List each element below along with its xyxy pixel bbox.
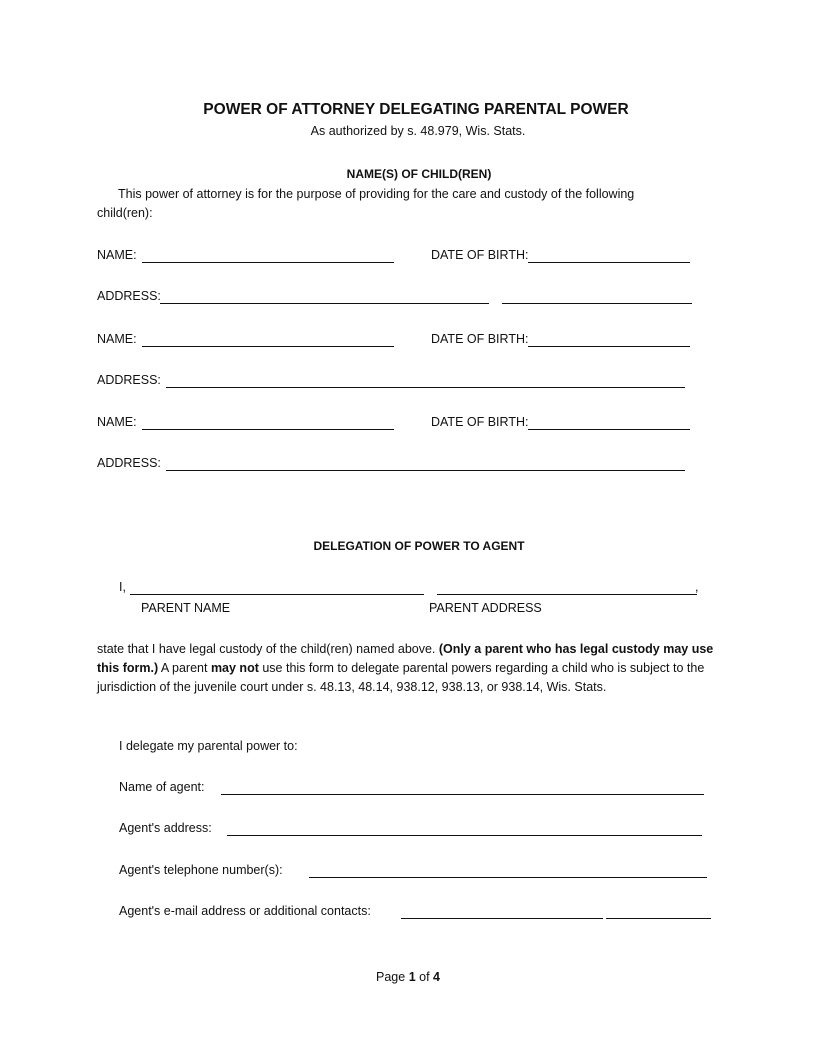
custody-text-2: A parent xyxy=(158,661,211,675)
child-1-address-field[interactable] xyxy=(160,303,489,304)
child-1-address-label: ADDRESS: xyxy=(97,289,161,303)
agent-phone-label: Agent's telephone number(s): xyxy=(119,863,283,877)
trailing-comma: , xyxy=(695,580,699,594)
child-1-name-field[interactable] xyxy=(142,262,394,263)
custody-text-3: use this form to delegate parental powers regarding a child who is subject to the jurisdiction of the juvenile court under s. 48.13, 48.14, 938.12, 938.13, or 938.14, Wis. Stats. xyxy=(97,661,705,694)
agent-address-label: Agent's address: xyxy=(119,821,212,835)
child-3-dob-field[interactable] xyxy=(528,429,690,430)
delegation-heading: DELEGATION OF POWER TO AGENT xyxy=(313,539,525,553)
custody-text-1: state that I have legal custody of the child(ren) named above. xyxy=(97,642,439,656)
children-intro-line-1: This power of attorney is for the purpose of providing for the care and custody of the following xyxy=(118,187,635,201)
child-2-name-label: NAME: xyxy=(97,332,137,346)
agent-email-field-2[interactable] xyxy=(606,918,711,919)
agent-address-field[interactable] xyxy=(227,835,702,836)
children-intro-line-2: child(ren): xyxy=(97,206,153,220)
parent-name-caption: PARENT NAME xyxy=(141,601,231,615)
parent-address-caption: PARENT ADDRESS xyxy=(429,601,542,615)
child-3-address-field[interactable] xyxy=(166,470,685,471)
page-total: 4 xyxy=(433,970,440,984)
child-1-dob-field[interactable] xyxy=(528,262,690,263)
child-2-address-field[interactable] xyxy=(166,387,685,388)
delegate-intro: I delegate my parental power to: xyxy=(119,739,298,753)
child-3-dob-label: DATE OF BIRTH: xyxy=(431,415,529,429)
child-2-address-label: ADDRESS: xyxy=(97,373,161,387)
agent-email-label: Agent's e-mail address or additional contacts: xyxy=(119,904,371,918)
agent-email-field[interactable] xyxy=(401,918,603,919)
children-heading: NAME(S) OF CHILD(REN) xyxy=(346,167,492,181)
agent-name-label: Name of agent: xyxy=(119,780,205,794)
page-mid: of xyxy=(415,970,434,984)
page-current: 1 xyxy=(408,970,416,984)
child-1-dob-label: DATE OF BIRTH: xyxy=(431,248,529,262)
custody-statement xyxy=(97,640,727,697)
i-label: I, xyxy=(119,580,126,594)
child-2-name-field[interactable] xyxy=(142,346,394,347)
page-prefix: Page xyxy=(376,970,409,984)
document-title: POWER OF ATTORNEY DELEGATING PARENTAL POWER xyxy=(203,101,629,118)
child-3-name-label: NAME: xyxy=(97,415,137,429)
child-3-address-label: ADDRESS: xyxy=(97,456,161,470)
agent-name-field[interactable] xyxy=(221,794,704,795)
child-2-dob-label: DATE OF BIRTH: xyxy=(431,332,529,346)
document-subtitle: As authorized by s. 48.979, Wis. Stats. xyxy=(310,124,526,138)
parent-name-field[interactable] xyxy=(130,594,424,595)
child-1-address-field-2[interactable] xyxy=(502,303,692,304)
child-1-name-label: NAME: xyxy=(97,248,137,262)
page-indicator xyxy=(0,970,816,984)
child-3-name-field[interactable] xyxy=(142,429,394,430)
custody-bold-2: may not xyxy=(210,661,259,675)
parent-address-field[interactable] xyxy=(437,594,697,595)
agent-phone-field[interactable] xyxy=(309,877,707,878)
custody-bold-1: (Only a parent who has legal custody may use this form.) xyxy=(97,642,714,675)
child-2-dob-field[interactable] xyxy=(528,346,690,347)
